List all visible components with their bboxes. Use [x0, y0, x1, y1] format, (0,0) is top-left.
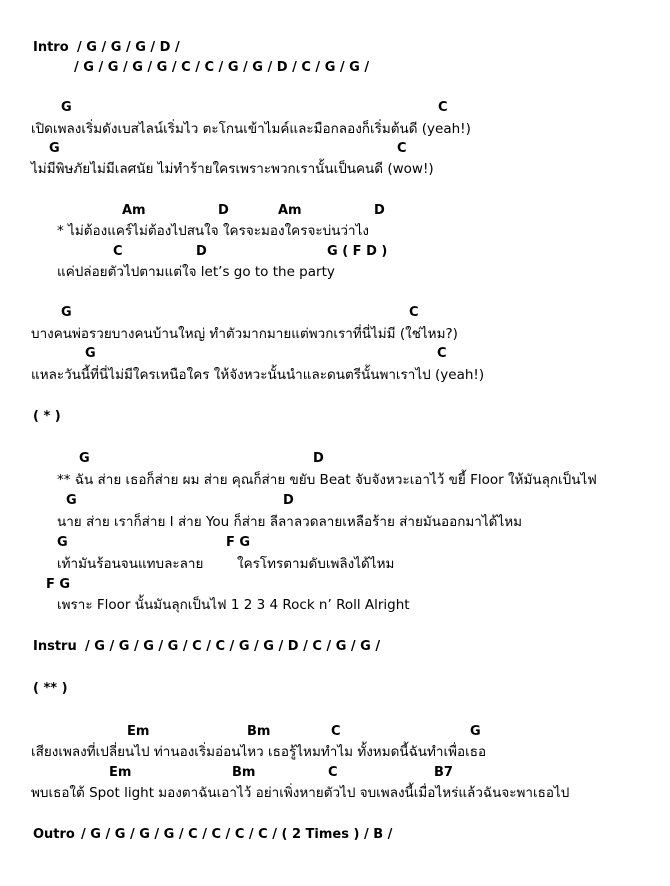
lyric-line: เปิดเพลงเริ่มดังเบสไลน์เริ่มไว ตะโกนเข้าไมค์และมือกลองก็เริ่มต้นดี (yeah!) [31, 121, 471, 137]
lyric-line: ใครโทรตามดับเพลิงได้ไหม [237, 556, 395, 572]
chord: Em [109, 765, 132, 780]
intro-progression-2: / G / G / G / G / C / C / G / G / D / C / G / G / [74, 60, 370, 75]
chord: B7 [434, 765, 453, 780]
lyric-line: ไม่มีพิษภัยไม่มีเลศนัย ไม่ทำร้ายใครเพราะพวกเรานั้นเป็นคนดี (wow!) [31, 161, 434, 177]
chord: D [283, 493, 294, 508]
chord: F G [226, 535, 251, 550]
intro-label: Intro [33, 40, 69, 55]
chord: Bm [247, 724, 271, 739]
chord: D [313, 451, 324, 466]
chord: G [57, 535, 68, 550]
chord: C [438, 100, 448, 115]
chord: D [374, 203, 385, 218]
chord: C [113, 244, 123, 259]
chord: C [397, 141, 407, 156]
chord: Am [278, 203, 302, 218]
chord: D [218, 203, 229, 218]
chord: Bm [232, 765, 256, 780]
chord: Am [122, 203, 146, 218]
chord: G [61, 305, 72, 320]
instru-progression: / G / G / G / G / C / C / G / G / D / C / G / G / [85, 639, 381, 654]
lyric-line: แหละวันนี้ที่นี่ไม่มีใครเหนือใคร ให้จังหวะนั้นนำและดนตรีนั้นพาเราไป (yeah!) [31, 367, 485, 383]
chord: C [328, 765, 338, 780]
lyric-line: นาย ส่าย เราก็ส่าย I ส่าย You ก็ส่าย ลีลาลวดลายเหลือร้าย ส่ายมันออกมาได้ไหม [57, 514, 523, 530]
lyric-line: แค่ปล่อยตัวไปตามแต่ใจ let’s go to the party [57, 264, 335, 280]
chord: D [196, 244, 207, 259]
chord: G [79, 451, 90, 466]
instru-label: Instru [33, 639, 77, 654]
chord: G [85, 346, 96, 361]
chord: G ( F D ) [327, 244, 388, 259]
outro-label: Outro [33, 827, 75, 842]
chord: C [409, 305, 419, 320]
chord: G [61, 100, 72, 115]
lyric-line: พบเธอใต้ Spot light มองตาฉันเอาไว้ อย่าเพิ่งหายตัวไป จบเพลงนี้เมื่อไหร่แล้วฉันจะพาเธอไป [31, 785, 570, 801]
chord: Em [127, 724, 150, 739]
lyric-line: เสียงเพลงที่เปลี่ยนไป ท่านองเริ่มอ่อนไหว เธอรู้ไหมทำไม ทั้งหมดนี้ฉันทำเพื่อเธอ [31, 744, 487, 760]
chord: C [331, 724, 341, 739]
chord: G [66, 493, 77, 508]
intro-progression-1: / G / G / G / D / [77, 40, 180, 55]
lyric-line: บางคนพ่อรวยบางคนบ้านใหญ่ ทำตัวมากมายแต่พวกเราที่นี่ไม่มี (ใช่ไหม?) [31, 326, 458, 342]
repeat-chorus-marker: ( * ) [33, 409, 61, 424]
chord: G [49, 141, 60, 156]
lyric-line: เท้ามันร้อนจนแทบละลาย [57, 556, 204, 572]
chord: F G [46, 577, 71, 592]
repeat-hook-marker: ( ** ) [33, 681, 68, 696]
lyric-line: เพราะ Floor นั้นมันลุกเป็นไฟ 1 2 3 4 Rock n’ Roll Alright [57, 597, 410, 613]
chord: G [470, 724, 481, 739]
chord: C [437, 346, 447, 361]
outro-progression: / G / G / G / G / C / C / C / C / ( 2 Times ) / B / [81, 827, 393, 842]
lyric-line: ** ฉัน ส่าย เธอก็ส่าย ผม ส่าย คุณก็ส่าย ขยับ Beat จับจังหวะเอาไว้ ขยี้ Floor ให้มันลุกเป็นไฟ [57, 472, 597, 488]
lyric-line: * ไม่ต้องแคร์ไม่ต้องไปสนใจ ใครจะมองใครจะบ่นว่าไง [57, 223, 369, 239]
